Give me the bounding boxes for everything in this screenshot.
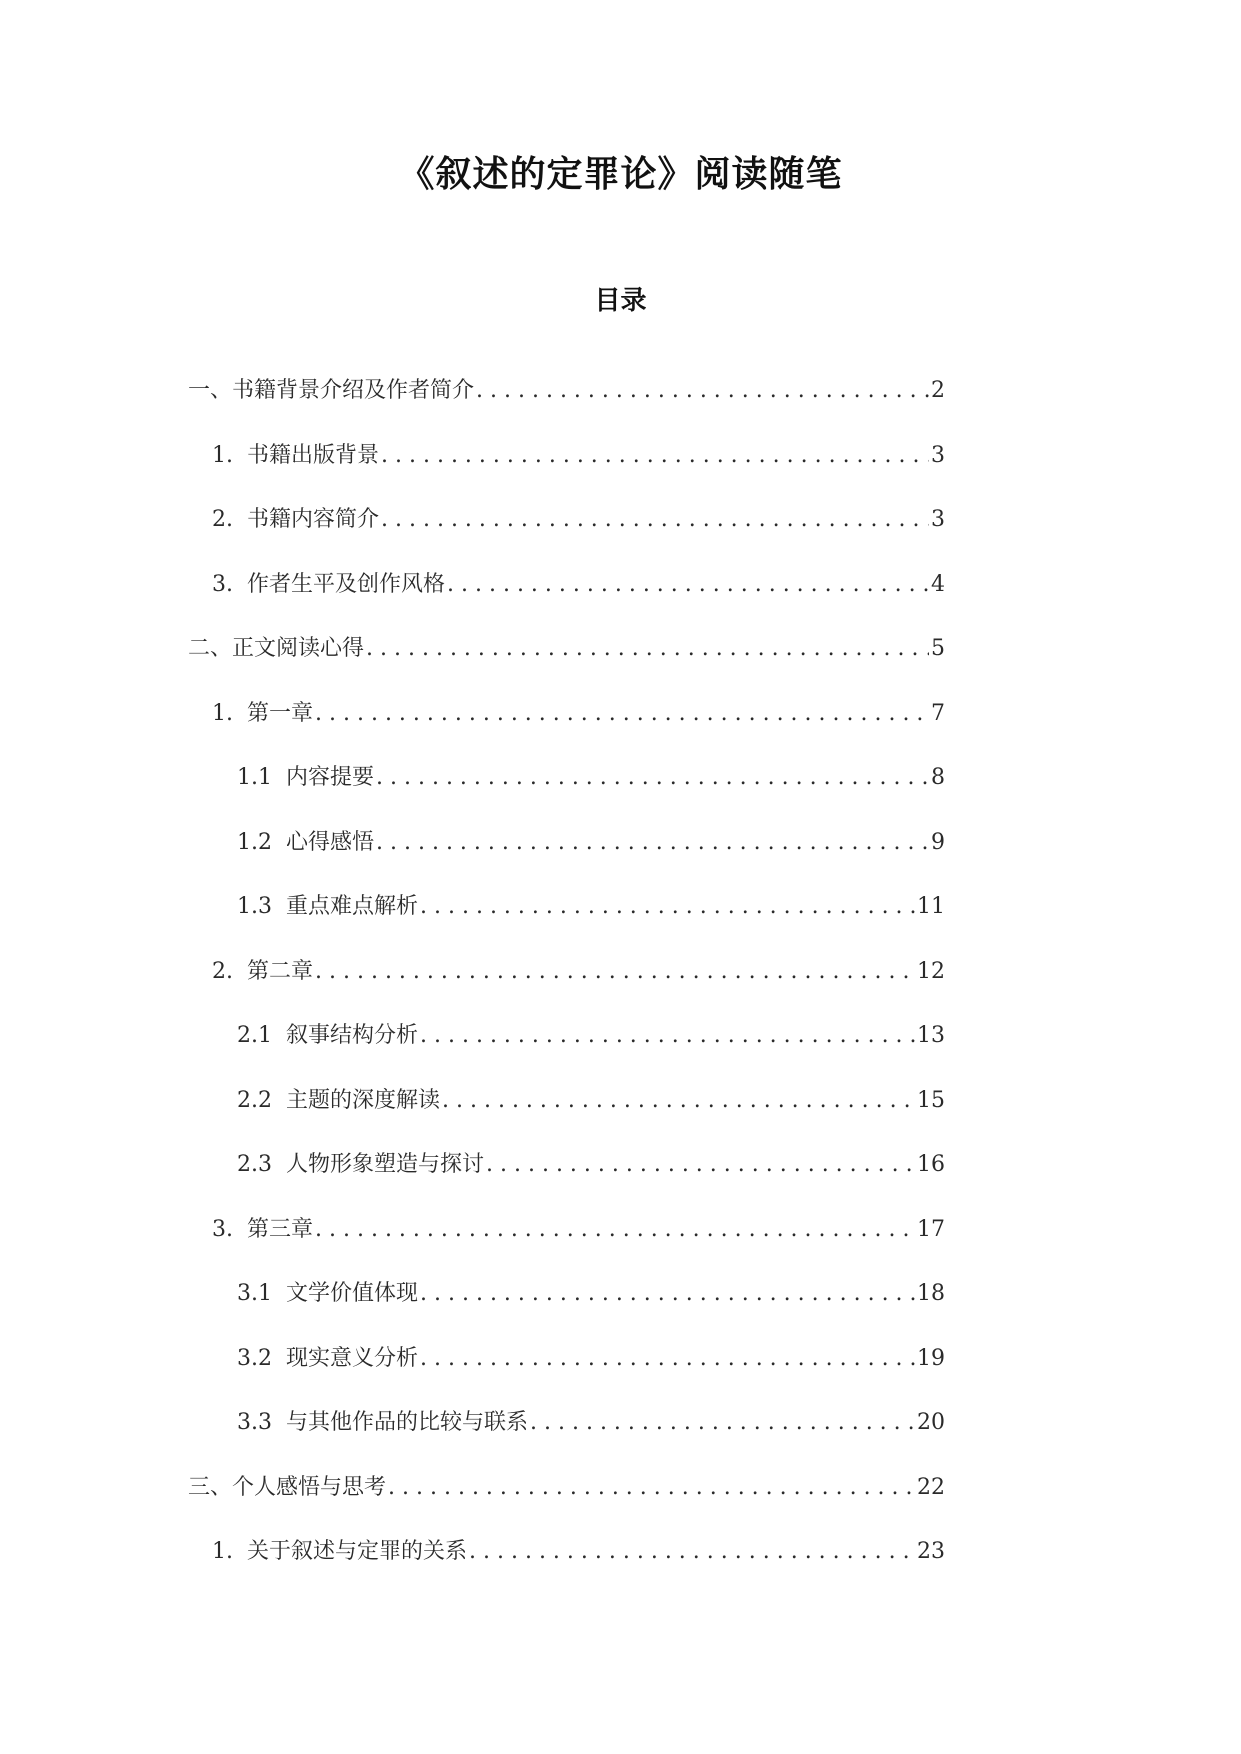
toc-entry-page: 7 <box>931 700 945 726</box>
toc-entry-number: 2.2 <box>237 1087 272 1113</box>
toc-entry-number: 3. <box>212 1216 233 1242</box>
toc-entry[interactable] <box>188 1344 945 1409</box>
toc-entry-page: 15 <box>917 1087 945 1113</box>
toc-entry-number: 1. <box>212 700 233 726</box>
toc-entry-label: 第三章 <box>247 1216 314 1242</box>
toc-dot-leader <box>420 892 915 922</box>
toc-entry-page: 18 <box>917 1281 945 1306</box>
toc-entry[interactable] <box>188 1473 945 1538</box>
toc-dot-leader <box>476 376 929 406</box>
toc-dot-leader <box>376 828 929 858</box>
toc-entry[interactable] <box>188 763 945 828</box>
toc-entry-page: 17 <box>917 1216 945 1242</box>
toc-entry-label: 内容提要 <box>286 765 375 790</box>
toc-entry[interactable] <box>188 1021 945 1086</box>
toc-entry-page: 11 <box>917 894 945 919</box>
toc-entry-number: 二、 <box>188 636 233 661</box>
toc-entry-label: 书籍内容简介 <box>247 507 380 532</box>
toc-entry-page: 13 <box>917 1023 945 1048</box>
toc-entry-number: 1. <box>212 1539 233 1564</box>
toc-entry-number: 1.3 <box>237 894 272 919</box>
toc-entry-page: 23 <box>917 1539 945 1564</box>
toc-entry-number: 3.2 <box>237 1345 272 1371</box>
toc-entry-label: 现实意义分析 <box>286 1345 419 1371</box>
toc-entry-page: 3 <box>931 442 945 468</box>
toc-entry-label: 文学价值体现 <box>286 1281 419 1306</box>
toc-entry[interactable] <box>188 1537 945 1602</box>
toc-dot-leader <box>420 1021 915 1051</box>
toc-entry-label: 正文阅读心得 <box>232 636 365 661</box>
toc-entry-label: 重点难点解析 <box>286 894 419 919</box>
toc-entry-page: 9 <box>931 829 945 855</box>
toc-dot-leader <box>420 1279 915 1309</box>
toc-entry-number: 1. <box>212 442 233 468</box>
toc-entry-label: 主题的深度解读 <box>286 1087 441 1113</box>
toc-dot-leader <box>381 505 929 535</box>
toc-entry-number: 1.1 <box>237 765 272 790</box>
toc-entry-number: 3. <box>212 571 233 597</box>
toc-entry-label: 作者生平及创作风格 <box>247 571 446 597</box>
toc-dot-leader <box>447 570 929 600</box>
toc-entry-number: 1.2 <box>237 829 272 855</box>
toc-entry-page: 19 <box>917 1345 945 1371</box>
toc-dot-leader <box>315 1215 915 1245</box>
toc-entry-page: 8 <box>931 765 945 790</box>
toc-entry-label: 个人感悟与思考 <box>232 1474 387 1500</box>
toc-entry-label: 第一章 <box>247 700 314 726</box>
toc-entry-number: 2.3 <box>237 1152 272 1177</box>
toc-entry-number: 3.1 <box>237 1281 272 1306</box>
table-of-contents <box>188 376 945 1602</box>
toc-entry[interactable] <box>188 1279 945 1344</box>
toc-entry-number: 一、 <box>188 378 233 403</box>
toc-dot-leader <box>381 441 929 471</box>
toc-entry-page: 22 <box>917 1474 945 1500</box>
toc-entry-page: 3 <box>931 507 945 532</box>
toc-entry-number: 2. <box>212 958 233 984</box>
toc-entry[interactable] <box>188 376 945 441</box>
toc-entry-label: 书籍背景介绍及作者简介 <box>232 378 475 403</box>
document-title: 《叙述的定罪论》阅读随笔 <box>398 153 843 195</box>
toc-entry-number: 2.1 <box>237 1023 272 1048</box>
toc-entry-label: 人物形象塑造与探讨 <box>286 1152 485 1177</box>
toc-dot-leader <box>315 699 929 729</box>
toc-entry[interactable] <box>188 699 945 764</box>
toc-entry-page: 2 <box>931 378 945 403</box>
toc-entry[interactable] <box>188 957 945 1022</box>
toc-entry[interactable] <box>188 570 945 635</box>
toc-entry-page: 4 <box>931 571 945 597</box>
toc-entry[interactable] <box>188 1408 945 1473</box>
toc-dot-leader <box>469 1537 915 1567</box>
toc-entry-label: 心得感悟 <box>286 829 375 855</box>
toc-dot-leader <box>530 1408 915 1438</box>
toc-entry[interactable] <box>188 1086 945 1151</box>
toc-entry[interactable] <box>188 828 945 893</box>
toc-dot-leader <box>315 957 915 987</box>
toc-entry-label: 叙事结构分析 <box>286 1023 419 1048</box>
toc-heading: 目录 <box>594 286 647 316</box>
toc-entry-number: 三、 <box>188 1474 233 1500</box>
toc-entry[interactable] <box>188 505 945 570</box>
toc-dot-leader <box>388 1473 915 1503</box>
toc-dot-leader <box>442 1086 915 1116</box>
toc-entry[interactable] <box>188 634 945 699</box>
toc-entry-page: 20 <box>917 1410 945 1435</box>
toc-entry-label: 第二章 <box>247 958 314 984</box>
toc-dot-leader <box>376 763 929 793</box>
toc-dot-leader <box>420 1344 915 1374</box>
toc-entry-label: 关于叙述与定罪的关系 <box>247 1539 468 1564</box>
toc-entry[interactable] <box>188 1150 945 1215</box>
toc-entry-label: 书籍出版背景 <box>247 442 380 468</box>
toc-entry-number: 3.3 <box>237 1410 272 1435</box>
toc-entry-label: 与其他作品的比较与联系 <box>286 1410 529 1435</box>
toc-entry-number: 2. <box>212 507 233 532</box>
toc-entry-page: 16 <box>917 1152 945 1177</box>
toc-dot-leader <box>366 634 929 664</box>
toc-entry[interactable] <box>188 1215 945 1280</box>
toc-dot-leader <box>486 1150 915 1180</box>
toc-entry[interactable] <box>188 441 945 506</box>
toc-entry-page: 5 <box>931 636 945 661</box>
toc-entry-page: 12 <box>917 958 945 984</box>
toc-entry[interactable] <box>188 892 945 957</box>
